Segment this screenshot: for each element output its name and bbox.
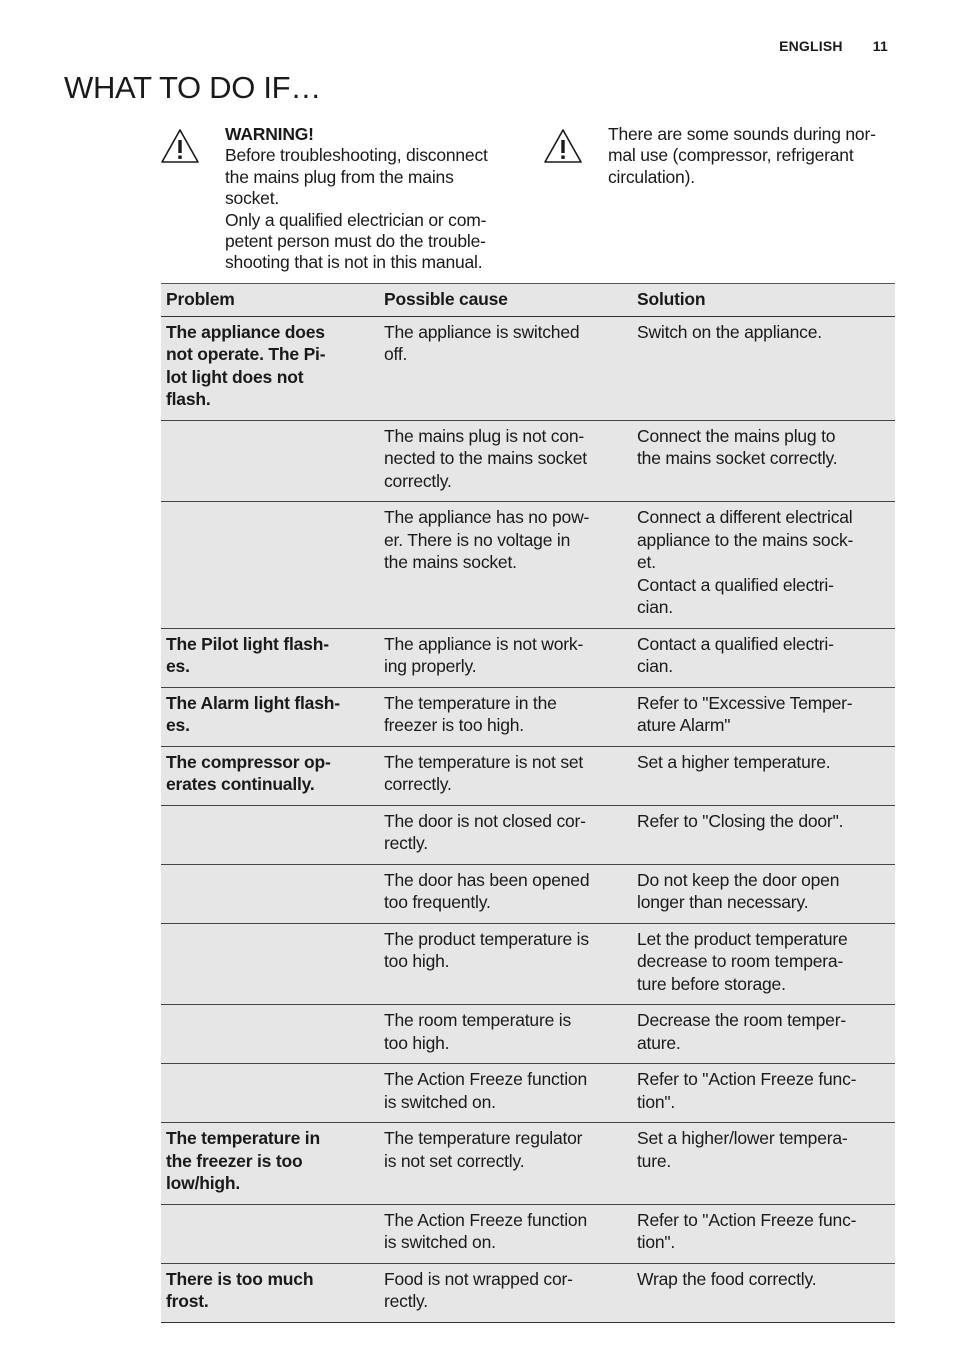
header-solution: Solution	[632, 284, 895, 317]
problem-cell	[161, 1123, 379, 1205]
table-header-row	[161, 284, 895, 317]
cause-cell-text: The appliance is switched off.	[384, 321, 580, 364]
problem-cell	[161, 628, 379, 687]
cause-cell-text: The door is not closed cor- rectly.	[384, 810, 586, 853]
solution-cell	[632, 502, 895, 629]
solution-cell	[632, 864, 895, 923]
problem-cell-text: The Alarm light flash- es.	[166, 692, 340, 735]
cause-cell	[379, 1123, 632, 1205]
solution-cell-text: Do not keep the door open longer than necessary.	[637, 869, 840, 912]
table-row	[161, 805, 895, 864]
table-row	[161, 628, 895, 687]
table-row	[161, 923, 895, 1005]
cause-cell	[379, 420, 632, 502]
table-row	[161, 687, 895, 746]
cause-cell	[379, 628, 632, 687]
cause-cell-text: The mains plug is not con- nected to the mains socket correctly.	[384, 425, 587, 491]
cause-cell-text: The room temperature is too high.	[384, 1010, 572, 1053]
troubleshooting-table	[161, 283, 895, 1323]
table-row	[161, 1064, 895, 1123]
page-header	[779, 38, 888, 54]
solution-cell-text: Let the product temperature decrease to room tempera- ture before storage.	[637, 928, 848, 994]
warning-text	[225, 124, 515, 274]
warning-body: Before troubleshooting, disconnect the mains plug from the mains socket. Only a qualified electrician or com- petent person must do the trouble- shooting that is not in this manual.	[225, 145, 488, 273]
solution-cell-text: Refer to "Excessive Temper- ature Alarm"	[637, 692, 853, 735]
solution-cell	[632, 1123, 895, 1205]
solution-cell-text: Switch on the appliance.	[637, 321, 822, 342]
cause-cell	[379, 1064, 632, 1123]
solution-cell-text: Refer to "Action Freeze func- tion".	[637, 1069, 857, 1112]
table-row	[161, 316, 895, 420]
solution-cell-text: Contact a qualified electri- cian.	[637, 633, 834, 676]
warning-heading: WARNING!	[225, 124, 314, 144]
header-cause: Possible cause	[379, 284, 632, 317]
table-row	[161, 746, 895, 805]
cause-cell-text: The temperature in the freezer is too high.	[384, 692, 557, 735]
cause-cell	[379, 1204, 632, 1263]
cause-cell	[379, 805, 632, 864]
problem-cell-text: The compressor op- erates continually.	[166, 751, 331, 794]
cause-cell-text: The temperature is not set correctly.	[384, 751, 584, 794]
cause-cell	[379, 1005, 632, 1064]
header-language: ENGLISH	[779, 38, 843, 54]
cause-cell-text: The appliance has no pow- er. There is no voltage in the mains socket.	[384, 507, 590, 572]
problem-cell	[161, 1204, 379, 1263]
problem-cell	[161, 923, 379, 1005]
problem-cell-text: The Pilot light flash- es.	[166, 633, 329, 676]
solution-cell	[632, 628, 895, 687]
solution-cell-text: Decrease the room temper- ature.	[637, 1010, 846, 1053]
problem-cell	[161, 316, 379, 420]
warning-triangle-icon	[160, 128, 200, 164]
table-body	[161, 316, 895, 1322]
table-row	[161, 1263, 895, 1322]
problem-cell-text: There is too much frost.	[166, 1268, 314, 1311]
problem-cell	[161, 420, 379, 502]
cause-cell-text: The product temperature is too high.	[384, 928, 589, 971]
table-row	[161, 1005, 895, 1064]
problem-cell	[161, 864, 379, 923]
table-row	[161, 1123, 895, 1205]
header-problem: Problem	[161, 284, 379, 317]
solution-cell-text: Connect a different electrical appliance to the mains sock- et. Contact a qualified electri- cian.	[637, 507, 854, 617]
solution-cell	[632, 687, 895, 746]
solution-cell	[632, 923, 895, 1005]
cause-cell-text: The Action Freeze function is switched on.	[384, 1069, 587, 1112]
problem-cell	[161, 746, 379, 805]
cause-cell	[379, 864, 632, 923]
table-row	[161, 1204, 895, 1263]
problem-cell-text: The temperature in the freezer is too low/high.	[166, 1128, 320, 1193]
solution-cell-text: Wrap the food correctly.	[637, 1268, 817, 1289]
solution-cell-text: Connect the mains plug to the mains socket correctly.	[637, 425, 838, 468]
problem-cell	[161, 805, 379, 864]
cause-cell-text: The appliance is not work- ing properly.	[384, 633, 584, 676]
problem-cell-text: The appliance does not operate. The Pi- lot light does not flash.	[166, 321, 326, 409]
page-title: WHAT TO DO IF…	[64, 70, 322, 105]
solution-cell	[632, 1204, 895, 1263]
info-body: There are some sounds during nor- mal use (compressor, refrigerant circulation).	[608, 124, 876, 187]
cause-cell	[379, 1263, 632, 1322]
table-row	[161, 864, 895, 923]
problem-cell	[161, 1263, 379, 1322]
solution-cell	[632, 1263, 895, 1322]
table-row	[161, 420, 895, 502]
solution-cell	[632, 420, 895, 502]
cause-cell	[379, 687, 632, 746]
problem-cell	[161, 1064, 379, 1123]
warning-triangle-icon	[543, 128, 583, 164]
solution-cell	[632, 1005, 895, 1064]
solution-cell-text: Refer to "Closing the door".	[637, 810, 844, 831]
solution-cell	[632, 805, 895, 864]
cause-cell	[379, 746, 632, 805]
solution-cell	[632, 316, 895, 420]
problem-cell	[161, 687, 379, 746]
cause-cell-text: The door has been opened too frequently.	[384, 869, 590, 912]
solution-cell-text: Refer to "Action Freeze func- tion".	[637, 1209, 857, 1252]
cause-cell-text: The Action Freeze function is switched on.	[384, 1209, 587, 1252]
problem-cell	[161, 502, 379, 629]
page-number: 11	[872, 38, 888, 54]
cause-cell	[379, 316, 632, 420]
solution-cell	[632, 746, 895, 805]
cause-cell	[379, 923, 632, 1005]
solution-cell-text: Set a higher temperature.	[637, 751, 831, 772]
cause-cell-text: The temperature regulator is not set correctly.	[384, 1128, 583, 1171]
table-row	[161, 502, 895, 629]
cause-cell-text: Food is not wrapped cor- rectly.	[384, 1268, 573, 1311]
solution-cell-text: Set a higher/lower tempera- ture.	[637, 1128, 848, 1171]
problem-cell	[161, 1005, 379, 1064]
cause-cell	[379, 502, 632, 629]
solution-cell	[632, 1064, 895, 1123]
